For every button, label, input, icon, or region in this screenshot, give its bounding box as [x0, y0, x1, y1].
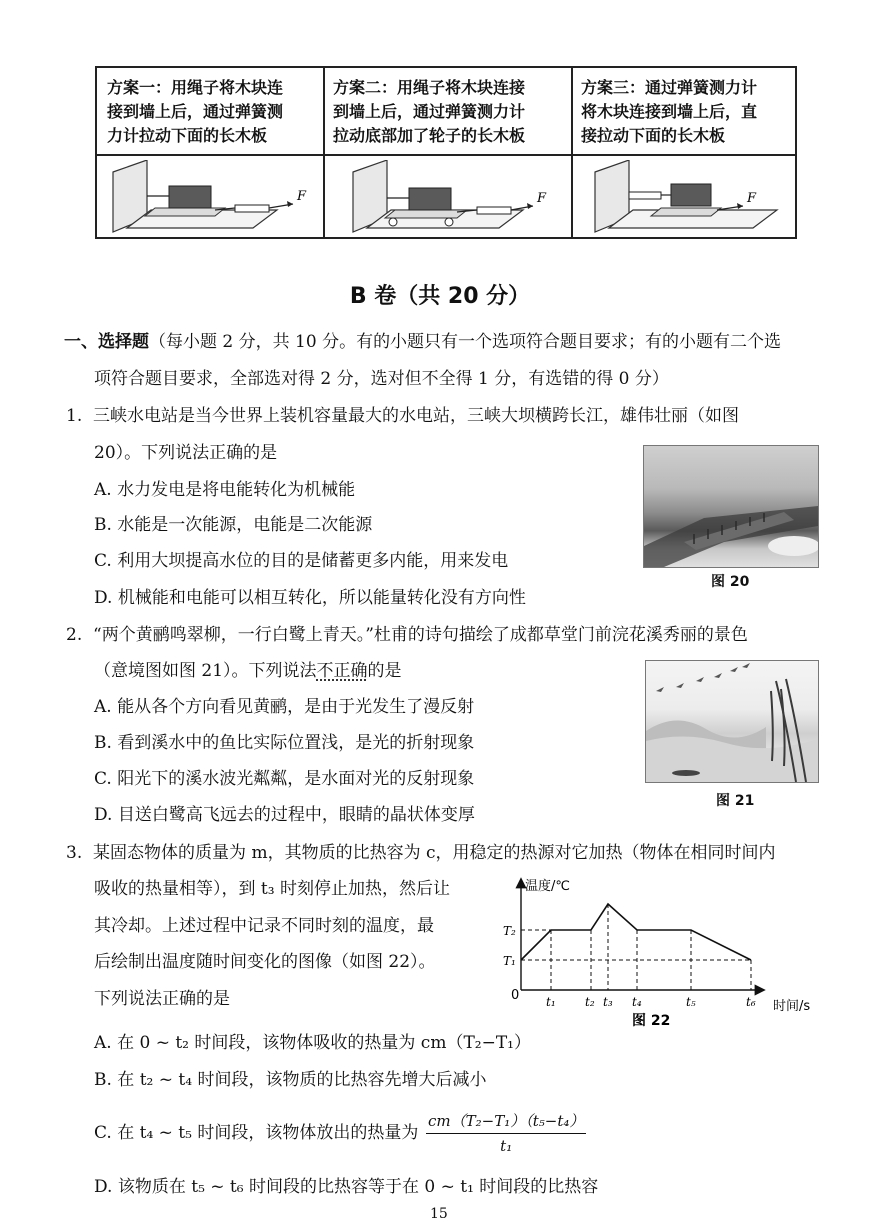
fraction-numerator: cm（T₂−T₁）（t₅−t₄） — [426, 1110, 586, 1134]
plan-2-diagram — [333, 160, 569, 236]
wheel — [389, 218, 397, 226]
dashed-guides — [521, 904, 751, 990]
q1-option-b[interactable]: B. 水能是一次能源，电能是二次能源 — [94, 515, 373, 535]
table-divider — [323, 68, 325, 237]
poem-scene-illustration — [645, 660, 819, 783]
wooden-block — [671, 184, 711, 206]
part-1-label: 一、选择题 — [64, 332, 149, 352]
x-axis-label: 时间/s — [773, 999, 811, 1014]
long-board-with-wheels — [385, 210, 467, 218]
y-axis-label: 温度/℃ — [525, 879, 570, 894]
question-3-stem-line3: 其冷却。上述过程中记录不同时刻的温度，最 — [94, 916, 434, 936]
q3-option-a[interactable]: A. 在 0 ~ t₂ 时间段，该物体吸收的热量为 cm（T₂−T₁） — [94, 1033, 532, 1053]
q1-option-d[interactable]: D. 机械能和电能可以相互转化，所以能量转化没有方向性 — [94, 588, 526, 608]
figure-21-caption: 图 21 — [716, 793, 755, 809]
force-label: F — [537, 191, 547, 206]
x-tick-t4: t₄ — [632, 995, 642, 1009]
spring-scale — [477, 207, 511, 214]
force-label: F — [747, 191, 757, 206]
x-ticks — [546, 995, 756, 1009]
question-3-stem-line2: 吸收的热量相等），到 t₃ 时刻停止加热，然后让 — [94, 879, 450, 899]
plan-1-text: 方案一：用绳子将木块连 接到墙上后，通过弹簧测 力计拉动下面的长木板 — [107, 78, 284, 145]
figure-20-caption: 图 20 — [711, 574, 750, 590]
x-tick-t1: t₁ — [546, 995, 556, 1009]
figure-22-caption: 图 22 — [632, 1013, 671, 1029]
experiment-plans-table — [95, 66, 797, 239]
section-title: B 卷（共 20 分） — [349, 284, 531, 309]
y-tick-T1: T₁ — [503, 954, 516, 968]
long-board — [145, 208, 225, 216]
long-board — [651, 208, 721, 216]
q2-option-a[interactable]: A. 能从各个方向看见黄鹂，是由于光发生了漫反射 — [94, 697, 475, 717]
question-3-stem-line5: 下列说法正确的是 — [94, 989, 230, 1009]
question-stem: 某固态物体的质量为 m，其物质的比热容为 c，用稳定的热源对它加热（物体在相同时间内 — [93, 843, 776, 863]
question-3 — [66, 841, 776, 865]
origin-label: 0 — [511, 988, 520, 1003]
part-1-intro-line2: 项符合题目要求，全部选对得 2 分，选对但不全得 1 分，有选错的得 0 分） — [94, 369, 669, 389]
three-gorges-dam-photo — [643, 445, 819, 568]
page-number: 15 — [430, 1206, 448, 1222]
question-stem: “两个黄鹂鸣翠柳，一行白鹭上青天。”杜甫的诗句描绘了成都草堂门前浣花溪秀丽的景色 — [93, 625, 748, 645]
question-3-stem-line4: 后绘制出温度随时间变化的图像（如图 22）。 — [94, 952, 436, 972]
q1-option-a[interactable]: A. 水力发电是将电能转化为机械能 — [94, 480, 356, 500]
plan-2-text: 方案二：用绳子将木块连接 到墙上后，通过弹簧测力计 拉动底部加了轮子的长木板 — [333, 78, 526, 145]
question-2-stem-line2: （意境图如图 21）。下列说法不正确的是 — [94, 661, 402, 681]
part-1-intro: （每小题 2 分，共 10 分。有的小题只有一个选项符合题目要求；有的小题有二个选 — [149, 332, 782, 352]
spring-scale — [629, 192, 661, 199]
plan-3-text: 方案三：通过弹簧测力计 将木块连接到墙上后，直 接拉动下面的长木板 — [581, 78, 758, 145]
table-divider — [97, 154, 795, 156]
q3-option-c[interactable]: C. 在 t₄ ~ t₅ 时间段，该物体放出的热量为 — [94, 1123, 419, 1143]
y-tick-T2: T₂ — [503, 924, 516, 938]
dam-illustration — [644, 446, 818, 567]
x-tick-t2: t₂ — [585, 995, 595, 1009]
x-tick-t6: t₆ — [746, 995, 756, 1009]
x-tick-t5: t₅ — [686, 995, 696, 1009]
temperature-time-graph — [495, 872, 825, 1042]
question-1 — [66, 404, 739, 428]
plan-3-diagram — [581, 160, 795, 236]
temperature-curve — [521, 904, 751, 960]
q2-option-d[interactable]: D. 目送白鹭高飞远去的过程中，眼睛的晶状体变厚 — [94, 805, 475, 825]
table-divider — [571, 68, 573, 237]
question-stem-line2: 20）。下列说法正确的是 — [94, 443, 278, 463]
x-tick-t3: t₃ — [603, 995, 613, 1009]
part-1-heading — [64, 330, 781, 354]
heat-fraction — [426, 1110, 586, 1155]
wooden-block — [409, 188, 451, 210]
q2-option-c[interactable]: C. 阳光下的溪水波光粼粼，是水面对光的反射现象 — [94, 769, 475, 789]
plan-1-diagram — [107, 160, 319, 236]
q1-option-c[interactable]: C. 利用大坝提高水位的目的是储蓄更多内能，用来发电 — [94, 551, 509, 571]
q2-option-b[interactable]: B. 看到溪水中的鱼比实际位置浅，是光的折射现象 — [94, 733, 475, 753]
wheel — [445, 218, 453, 226]
force-label: F — [297, 189, 307, 204]
question-stem: 三峡水电站是当今世界上装机容量最大的水电站，三峡大坝横跨长江，雄伟壮丽（如图 — [93, 406, 740, 426]
q3-option-b[interactable]: B. 在 t₂ ~ t₄ 时间段，该物质的比热容先增大后减小 — [94, 1070, 487, 1090]
egrets-willow-illustration — [646, 661, 818, 782]
question-number: 1. — [66, 406, 83, 426]
emphasis-not-correct: 不正确 — [316, 661, 368, 681]
fraction-denominator: t₁ — [500, 1137, 513, 1155]
q3-option-d[interactable]: D. 该物质在 t₅ ~ t₆ 时间段的比热容等于在 0 ~ t₁ 时间段的比热容 — [94, 1177, 599, 1197]
spring-scale — [235, 205, 269, 212]
question-number: 2. — [66, 625, 83, 645]
question-number: 3. — [66, 843, 83, 863]
wooden-block — [169, 186, 211, 208]
question-2 — [66, 623, 748, 647]
